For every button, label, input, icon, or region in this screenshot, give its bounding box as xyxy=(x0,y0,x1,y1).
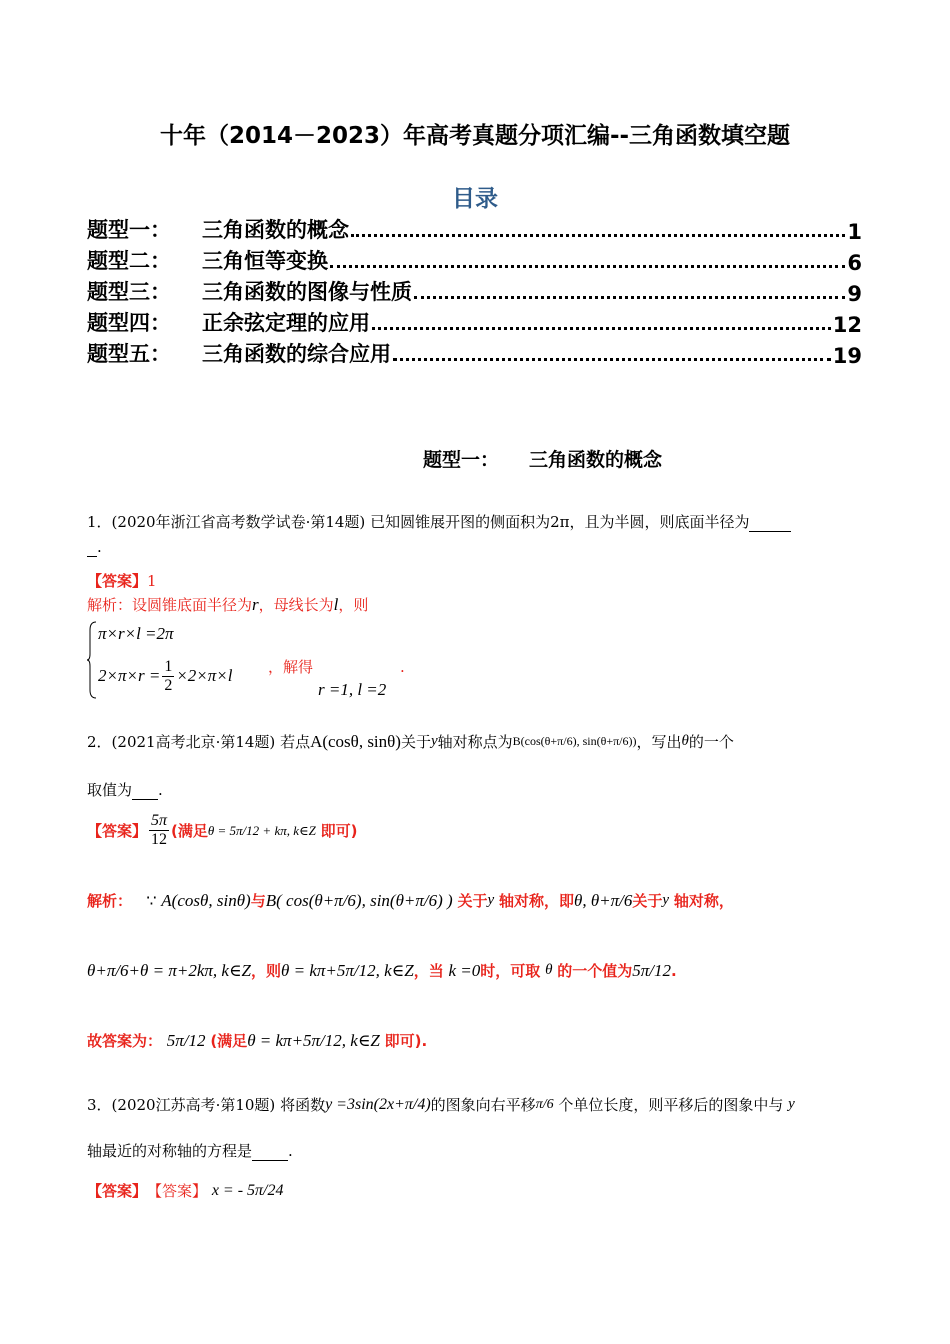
q1-analysis xyxy=(87,594,368,615)
q2-an-with: 与 xyxy=(250,892,266,910)
toc-leader xyxy=(372,327,831,330)
toc-leader xyxy=(330,265,845,268)
q3-answer xyxy=(87,1180,284,1201)
q2-line2-val: 5π/12 xyxy=(632,960,671,980)
toc-item[interactable] xyxy=(87,276,862,306)
q1-eq2 xyxy=(98,658,232,696)
q3-answer-value: x = - 5π/24 xyxy=(211,1181,284,1199)
q2-note-b: 即可) xyxy=(320,822,358,841)
toc-item-page: 9 xyxy=(847,282,862,306)
q1-analysis-text: 解析：设圆锥底面半径为 xyxy=(87,596,253,614)
q3-number: 3． xyxy=(87,1096,112,1114)
q1-var-l: l xyxy=(333,595,339,614)
q2-text-d: ，写出 xyxy=(636,733,682,751)
q2-an-axis: 轴对称，即 xyxy=(498,892,574,910)
q2-number: 2． xyxy=(87,733,112,751)
q2-an-sym2: 关于 xyxy=(632,892,663,910)
toc-item-page: 19 xyxy=(832,344,862,368)
q1-analysis-mid: ，母线长为 xyxy=(258,596,334,614)
q2-answer xyxy=(87,812,358,850)
q2-stem-cont: 取值为 . xyxy=(87,781,163,799)
q3-function: y =3sin(2x+π/4) xyxy=(325,1095,431,1113)
q2-analysis-line2: θ+π/6+θ = π+2kπ, k∈Z ，则 θ = kπ+5π/12, k∈Z ，当 k =0 时，可取 θ 的一个值为 5π/12 . xyxy=(87,960,677,980)
toc-item[interactable] xyxy=(87,214,862,244)
toc-leader xyxy=(393,358,831,361)
q2-var-theta: θ xyxy=(681,733,689,749)
q2-text-f: 取值为 xyxy=(87,781,133,799)
q3-stem xyxy=(87,1094,795,1115)
q2-line2-k: k =0 xyxy=(448,960,481,980)
toc-item-label: 题型四： xyxy=(87,311,171,335)
answer-tag: 【答案】 xyxy=(87,822,148,841)
q2-blank xyxy=(132,781,158,800)
toc-item-text: 三角函数的图像与性质 xyxy=(202,280,412,304)
q2-line2-then: ，则 xyxy=(251,962,282,980)
q2-an-y2: y xyxy=(662,892,670,908)
q2-line2-when: ，当 xyxy=(413,962,444,980)
q1-stem-cont: . xyxy=(87,538,102,557)
toc-item-label: 题型三： xyxy=(87,280,171,304)
toc-item[interactable] xyxy=(87,307,862,337)
fraction xyxy=(149,812,169,850)
toc-leader xyxy=(414,296,845,299)
q1-dot: . xyxy=(400,658,405,676)
toc-item[interactable] xyxy=(87,338,862,368)
q2-var-y: y xyxy=(430,733,438,749)
q2-note-eq: θ = 5π/12 + kπ, k∈Z xyxy=(207,822,316,838)
answer-tag-2: 【答案】 xyxy=(147,1182,208,1200)
frac-den: 12 xyxy=(151,831,168,849)
fraction xyxy=(162,658,174,696)
left-brace-icon xyxy=(86,620,98,700)
q2-line2-eq2: θ = kπ+5π/12, k∈Z xyxy=(281,960,414,980)
q1-solve: ，解得 xyxy=(268,658,314,676)
toc-leader xyxy=(351,234,845,237)
q1-var-r: r xyxy=(252,595,259,614)
analysis-tag: 解析： xyxy=(87,892,133,910)
toc-item-text: 三角恒等变换 xyxy=(202,249,328,273)
toc-item-page: 1 xyxy=(847,220,862,244)
q2-conclusion-val: 5π/12 xyxy=(166,1030,206,1050)
section-name: 三角函数的概念 xyxy=(529,449,663,471)
toc-item-text: 三角函数的概念 xyxy=(202,218,349,242)
answer-tag: 【答案】 xyxy=(87,572,148,590)
q2-source: (2021高考北京·第14题) xyxy=(111,733,276,751)
q2-text-e: 的一个 xyxy=(688,733,734,751)
q2-text-a: 若点 xyxy=(280,733,311,751)
q2-line2-theta: θ xyxy=(545,962,553,978)
q1-answer-value: 1 xyxy=(147,572,157,590)
q2-text-b: 关于 xyxy=(400,733,431,751)
q2-line2-one: 的一个值为 xyxy=(557,962,633,980)
q3-text-b: 的图象向右平移 xyxy=(430,1096,536,1114)
q1-analysis-end: ，则 xyxy=(338,596,369,614)
q1-blank-cont xyxy=(87,538,97,557)
q2-an-y: y xyxy=(487,892,495,908)
answer-tag: 【答案】 xyxy=(87,1182,148,1200)
toc-item-text: 三角函数的综合应用 xyxy=(202,342,391,366)
q2-stem xyxy=(87,731,734,752)
q2-conclusion-eq: θ = kπ+5π/12, k∈Z xyxy=(247,1030,380,1050)
q3-blank xyxy=(252,1142,288,1161)
toc-heading: 目录 xyxy=(452,186,498,212)
because-symbol: ∵ xyxy=(146,891,157,910)
q3-var-y: y xyxy=(788,1096,795,1112)
frac-num: 5π xyxy=(149,812,169,831)
document-title: 十年（2014－2023）年高考真题分项汇编--三角函数填空题 xyxy=(159,123,791,149)
q1-eq1: π×r×l =2π xyxy=(98,624,174,643)
q3-stem-cont: 轴最近的对称轴的方程是 . xyxy=(87,1142,293,1160)
q2-an-sym: 关于 xyxy=(457,892,488,910)
toc-item-text: 正余弦定理的应用 xyxy=(202,311,370,335)
section-heading xyxy=(0,445,950,472)
toc-item[interactable] xyxy=(87,245,862,275)
q3-source: (2020江苏高考·第10题) xyxy=(111,1096,276,1114)
q2-conclusion-end: 即可). xyxy=(384,1032,428,1050)
q2-note-a: (满足 xyxy=(171,822,208,841)
q1-result: r =1, l =2 xyxy=(318,680,387,699)
q3-text-d: 轴最近的对称轴的方程是 xyxy=(87,1142,253,1160)
q1-eq2-left: 2×π×r = xyxy=(98,665,161,685)
q3-shift: π/6 xyxy=(535,1096,554,1112)
q2-an-axis2: 轴对称， xyxy=(673,892,734,910)
frac-den: 2 xyxy=(164,677,173,695)
q1-eq2-right: ×2×π×l xyxy=(176,665,233,685)
q2-text-c: 轴对称点为 xyxy=(437,733,513,751)
q1-source: (2020年浙江省高考数学试卷·第14题) xyxy=(111,513,366,531)
q1-answer xyxy=(87,570,157,591)
q3-text-a: 将函数 xyxy=(280,1096,326,1114)
q2-an-point-a: A(cosθ, sinθ) xyxy=(161,890,251,910)
q1-brace xyxy=(86,620,98,700)
frac-num: 1 xyxy=(162,658,174,677)
q1-text: 已知圆锥展开图的侧面积为2π，且为半圆，则底面半径为 xyxy=(370,513,750,531)
q2-an-pair: θ, θ+π/6 xyxy=(573,890,633,910)
q2-conclusion-note: (满足 xyxy=(210,1032,248,1050)
q3-text-c: 个单位长度，则平移后的图象中与 xyxy=(558,1096,784,1114)
q2-conclusion xyxy=(87,1030,427,1051)
q2-line2-eq: θ+π/6+θ = π+2kπ, k∈Z xyxy=(87,960,251,980)
q2-an-point-b: B( cos(θ+π/6), sin(θ+π/6) ) xyxy=(265,890,453,910)
q1-blank xyxy=(749,513,791,532)
toc-item-page: 12 xyxy=(832,313,862,337)
toc-item-page: 6 xyxy=(847,251,862,275)
q2-conclusion-a: 故答案为： xyxy=(87,1032,163,1050)
toc-item-label: 题型二： xyxy=(87,249,171,273)
toc-item-label: 题型五： xyxy=(87,342,171,366)
toc-item-label: 题型一： xyxy=(87,218,171,242)
q2-line2-take: 时，可取 xyxy=(480,962,541,980)
q2-point-b: B(cos(θ+π/6), sin(θ+π/6)) xyxy=(512,734,637,748)
q2-analysis-line1 xyxy=(87,890,734,911)
section-label: 题型一： xyxy=(423,449,500,471)
q1-number: 1． xyxy=(87,513,112,531)
q1-stem xyxy=(87,511,791,532)
q2-point-a: A(cosθ, sinθ) xyxy=(310,731,401,751)
